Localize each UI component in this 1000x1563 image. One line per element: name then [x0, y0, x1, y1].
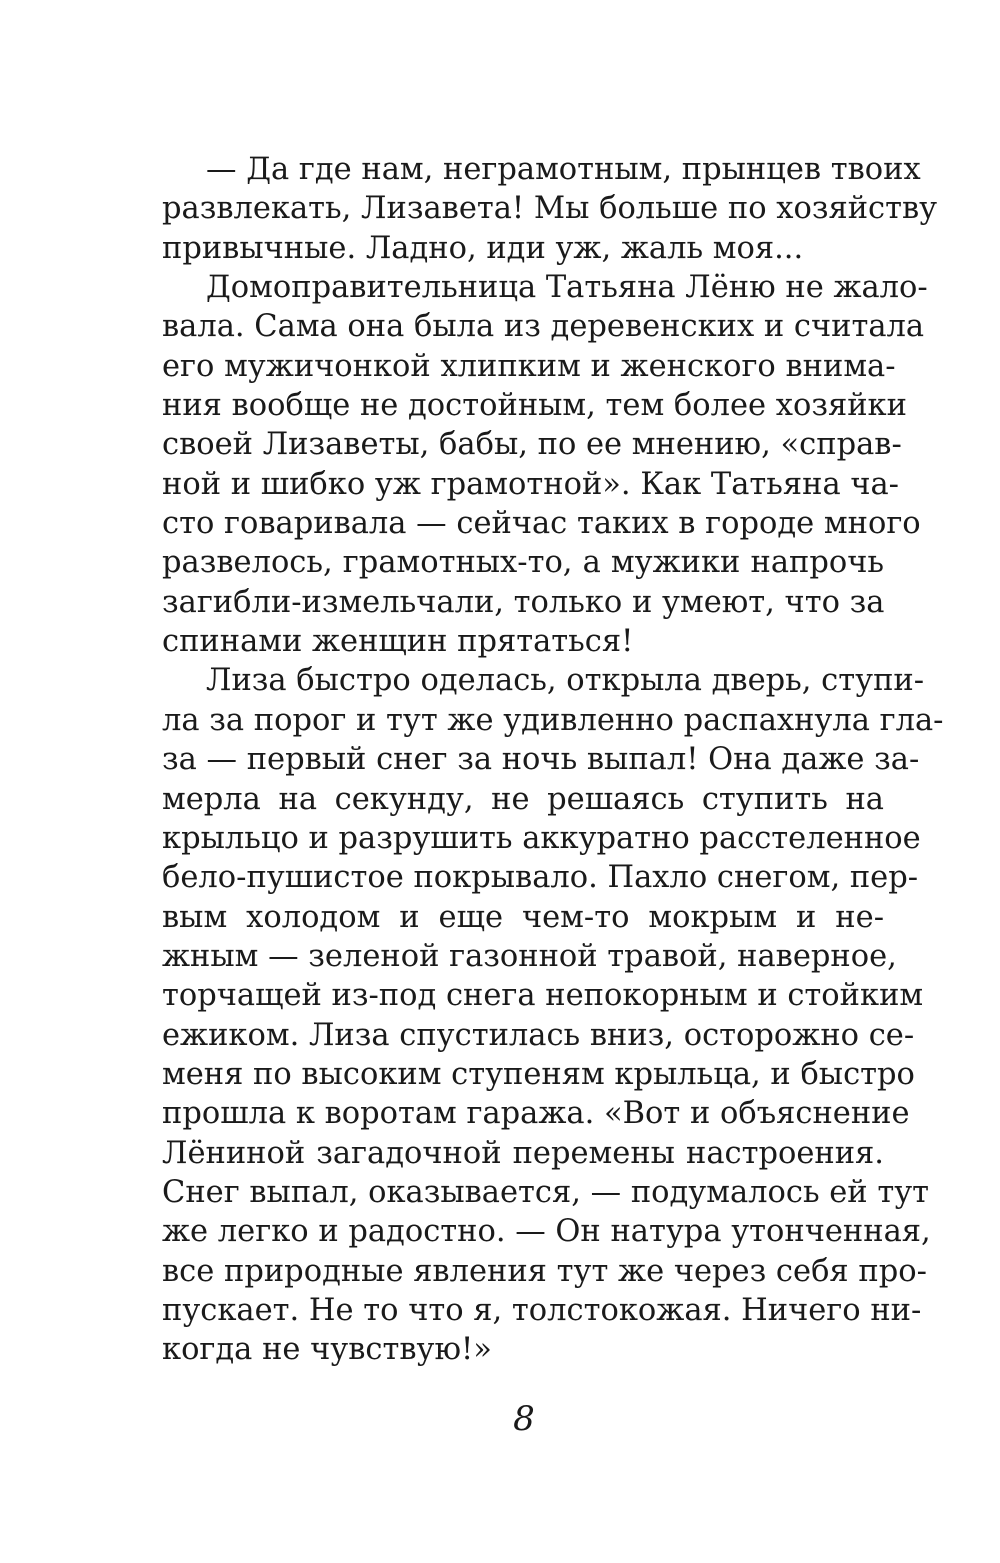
text-line: Снег выпал, оказывается, — подумалось ей тут	[162, 1174, 930, 1210]
text-line: ла за порог и тут же удивленно распахнула гла-	[162, 702, 944, 738]
text-line: вала. Сама она была из деревенских и считала	[162, 309, 925, 345]
text-line: своей Лизаветы, бабы, по ее мнению, «справ-	[162, 427, 902, 463]
text-line: загибли-измельчали, только и умеют, что за	[162, 584, 885, 620]
text-line: Домоправительница Татьяна Лёню не жало-	[206, 270, 928, 306]
text-line: бело-пушистое покрывало. Пахло снегом, пер-	[162, 860, 919, 896]
paragraph	[162, 268, 928, 661]
text-line: развелось, грамотных-то, а мужики напрочь	[162, 545, 884, 581]
paragraph	[162, 150, 938, 268]
text-line: торчащей из-под снега непокорным и стойким	[162, 978, 924, 1014]
text-line: жным — зеленой газонной травой, наверное,	[162, 938, 897, 974]
text-line: Лёниной загадочной перемены настроения.	[162, 1135, 884, 1171]
text-line: прошла к воротам гаража. «Вот и объяснение	[162, 1096, 910, 1132]
text-line: привычные. Ладно, иди уж, жаль моя...	[162, 230, 804, 266]
text-line: ния вообще не достойным, тем более хозяйки	[162, 388, 907, 424]
text-line: — Да где нам, неграмотным, прынцев твоих	[206, 152, 921, 187]
text-line: крыльцо и разрушить аккуратно расстеленное	[162, 820, 921, 856]
text-line: все природные явления тут же через себя про-	[162, 1253, 927, 1289]
text-line: когда не чувствую!»	[162, 1332, 492, 1368]
text-line: его мужичонкой хлипким и женского внима-	[162, 348, 896, 384]
paragraph	[162, 661, 944, 1369]
text-line: же легко и радостно. — Он натура утонченная,	[162, 1214, 931, 1250]
text-line: мерла на секунду, не решаясь ступить на	[162, 781, 884, 817]
text-line: Лиза быстро оделась, открыла дверь, ступи-	[206, 663, 925, 699]
body-text	[162, 150, 944, 1370]
text-line: за — первый снег за ночь выпал! Она даже за-	[162, 742, 920, 778]
text-line: пускает. Не то что я, толстокожая. Ничего ни-	[162, 1292, 922, 1328]
text-line: меня по высоким ступеням крыльца, и быстро	[162, 1056, 915, 1092]
text-line: ной и шибко уж грамотной». Как Татьяна ча-	[162, 466, 899, 502]
text-line: вым холодом и еще чем-то мокрым и не-	[162, 899, 884, 935]
page-number: 8	[513, 1399, 535, 1439]
text-line: развлекать, Лизавета! Мы больше по хозяйству	[162, 191, 938, 227]
text-line: сто говаривала — сейчас таких в городе много	[162, 506, 921, 542]
text-line: ежиком. Лиза спустилась вниз, осторожно се-	[162, 1017, 915, 1053]
text-line: спинами женщин прятаться!	[162, 624, 634, 660]
